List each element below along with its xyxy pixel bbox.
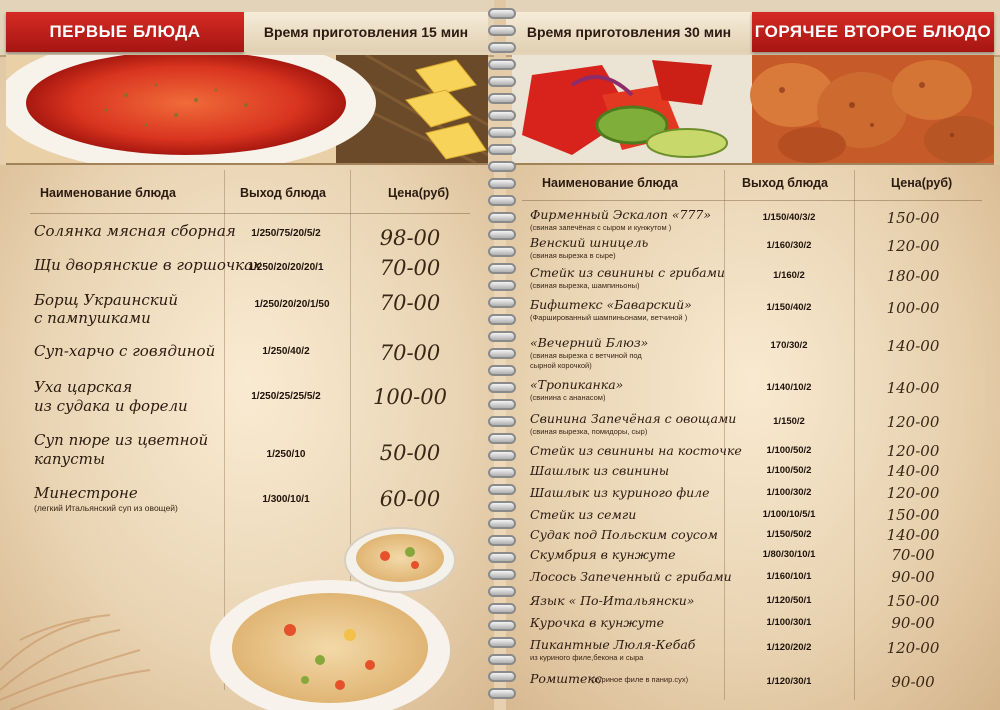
dish-yield: 1/140/10/2 <box>766 382 812 393</box>
wheat-decor <box>0 615 150 710</box>
dish-yield: 1/160/10/1 <box>766 571 812 582</box>
dish-yield: 1/100/50/2 <box>766 465 812 476</box>
dish-price: 120-00 <box>886 413 940 431</box>
spiral-binding <box>484 0 516 710</box>
dish-price: 140-00 <box>886 337 940 355</box>
dish-price: 120-00 <box>886 639 940 657</box>
spiral-ring <box>488 110 516 121</box>
spiral-ring <box>488 518 516 529</box>
dish-price: 140-00 <box>886 379 940 397</box>
dish-name-line2: капусты <box>34 450 106 468</box>
spiral-ring <box>488 654 516 665</box>
dish-name: Курочка в кунжуте <box>530 615 665 630</box>
dish-yield: 1/150/40/2 <box>766 302 812 313</box>
dish-yield: 1/160/2 <box>773 270 805 281</box>
right-time-label: Время приготовления 30 мин <box>506 12 752 52</box>
dish-yield: 1/120/50/1 <box>766 595 812 606</box>
right-section-title: ГОРЯЧЕЕ ВТОРОЕ БЛЮДО <box>752 12 994 52</box>
spiral-ring <box>488 450 516 461</box>
dish-yield: 1/120/20/2 <box>766 642 812 653</box>
dish-name: Язык « По-Итальянски» <box>530 593 695 608</box>
dish-name: Стейк из семги <box>530 507 637 522</box>
dish-description: (свиная запечёная с сыром и кунжутом ) <box>530 223 672 232</box>
dish-description: (свинина с ананасом) <box>530 393 606 402</box>
spiral-ring <box>488 144 516 155</box>
dish-name: Бифштекс «Баварский» <box>530 297 692 312</box>
dish-price: 120-00 <box>886 442 940 460</box>
left-header-divider <box>30 213 470 214</box>
spiral-ring <box>488 569 516 580</box>
dish-yield: 1/100/30/2 <box>766 487 812 498</box>
spiral-ring <box>488 382 516 393</box>
dish-price: 140-00 <box>886 462 940 480</box>
dish-name-line2: с пампушками <box>34 309 151 327</box>
spiral-ring <box>488 620 516 631</box>
spiral-ring <box>488 501 516 512</box>
dish-description: (Фаршированный шампиньонами, ветчиной ) <box>530 313 688 322</box>
spiral-ring <box>488 348 516 359</box>
dish-yield: 1/120/30/1 <box>766 676 812 687</box>
dish-description: (свиная вырезка, шампиньоны) <box>530 281 640 290</box>
dish-name: Борщ Украинский <box>34 291 179 309</box>
dish-price: 70-00 <box>891 546 935 564</box>
spiral-ring <box>488 314 516 325</box>
dish-name: Солянка мясная сборная <box>34 222 236 240</box>
spiral-ring <box>488 229 516 240</box>
left-header-out: Выход блюда <box>240 186 326 200</box>
dish-name: Свинина Запечёная с овощами <box>530 411 737 426</box>
dish-name: «Тропиканка» <box>530 377 624 392</box>
dish-description: (легкий Итальянский суп из овощей) <box>34 503 178 513</box>
dish-name: Суп пюре из цветной <box>34 431 209 449</box>
spiral-ring <box>488 8 516 19</box>
spiral-ring <box>488 280 516 291</box>
dish-price: 150-00 <box>886 506 940 524</box>
dish-name: Шашлык из свинины <box>530 463 670 478</box>
spiral-ring <box>488 467 516 478</box>
spiral-ring <box>488 127 516 138</box>
spiral-ring <box>488 637 516 648</box>
spiral-ring <box>488 93 516 104</box>
vegetables-photo <box>512 55 994 163</box>
column-divider <box>854 170 855 700</box>
dish-description-line2: сырной корочкой) <box>530 361 592 370</box>
spiral-ring <box>488 59 516 70</box>
right-page <box>506 0 1000 710</box>
dish-name: Стейк из свинины с грибами <box>530 265 725 280</box>
dish-yield: 1/100/10/5/1 <box>762 509 816 520</box>
dish-price: 50-00 <box>379 441 441 465</box>
dish-price: 70-00 <box>379 341 441 365</box>
dish-price: 100-00 <box>886 299 940 317</box>
spiral-ring <box>488 195 516 206</box>
dish-yield: 1/250/20/20/1/50 <box>254 299 330 310</box>
dish-name: Лосось Запеченный с грибами <box>530 569 732 584</box>
dish-name: Уха царская <box>34 378 133 396</box>
right-header-name: Наименование блюда <box>542 176 678 190</box>
spiral-ring <box>488 331 516 342</box>
dish-name: Щи дворянские в горшочках <box>34 256 262 274</box>
spiral-ring <box>488 297 516 308</box>
right-header-price: Цена(руб) <box>891 176 953 190</box>
dish-price: 120-00 <box>886 484 940 502</box>
dish-name: Судак под Польским соусом <box>530 527 718 542</box>
spiral-ring <box>488 688 516 699</box>
dish-price: 98-00 <box>379 226 441 250</box>
dish-yield: 1/160/30/2 <box>766 240 812 251</box>
spiral-ring <box>488 399 516 410</box>
left-section-title: ПЕРВЫЕ БЛЮДА <box>6 12 244 52</box>
left-header-price: Цена(руб) <box>388 186 450 200</box>
soup-bowl-photo <box>0 520 494 710</box>
dish-price: 100-00 <box>373 385 447 409</box>
left-header-name: Наименование блюда <box>40 186 176 200</box>
dish-price: 90-00 <box>891 673 935 691</box>
right-header-divider <box>522 200 982 201</box>
spiral-ring <box>488 416 516 427</box>
dish-yield: 1/100/30/1 <box>766 617 812 628</box>
dish-yield: 170/30/2 <box>770 340 808 351</box>
dish-name-line2: из судака и форели <box>34 397 188 415</box>
dish-name: Венский шницель <box>530 235 649 250</box>
spiral-ring <box>488 671 516 682</box>
dish-price: 70-00 <box>379 256 441 280</box>
dish-name: Суп-харчо с говядиной <box>34 342 216 360</box>
dish-price: 90-00 <box>891 614 935 632</box>
borscht-photo <box>6 55 488 163</box>
right-header-out: Выход блюда <box>742 176 828 190</box>
dish-description: (свиная вырезка в сыре) <box>530 251 616 260</box>
dish-yield: 1/150/40/3/2 <box>762 212 816 223</box>
spiral-ring <box>488 212 516 223</box>
dish-price: 150-00 <box>886 592 940 610</box>
spiral-ring <box>488 161 516 172</box>
dish-description: из куриного филе,бекона и сыра <box>530 653 644 662</box>
spiral-ring <box>488 178 516 189</box>
dish-price: 150-00 <box>886 209 940 227</box>
dish-yield: 1/250/25/25/5/2 <box>251 391 321 402</box>
dish-name: Шашлык из куриного филе <box>530 485 710 500</box>
dish-name: Скумбрия в кунжуте <box>530 547 676 562</box>
dish-yield: 1/250/40/2 <box>262 346 310 357</box>
spiral-ring <box>488 552 516 563</box>
dish-name: Ромштекс <box>530 671 602 686</box>
dish-price: 90-00 <box>891 568 935 586</box>
dish-price: 60-00 <box>379 487 441 511</box>
spiral-ring <box>488 246 516 257</box>
dish-name: Минестроне <box>34 484 138 502</box>
spiral-ring <box>488 433 516 444</box>
spiral-ring <box>488 484 516 495</box>
dish-name: Фирменный Эскалоп «777» <box>530 207 712 222</box>
right-photo-strip <box>512 55 994 165</box>
dish-description: (куриное филе в панир.сух) <box>592 675 689 684</box>
spiral-ring <box>488 603 516 614</box>
dish-yield: 1/250/10 <box>266 449 306 460</box>
dish-price: 140-00 <box>886 526 940 544</box>
dish-yield: 1/300/10/1 <box>262 494 310 505</box>
dish-name: Пикантные Люля-Кебаб <box>530 637 696 652</box>
spiral-ring <box>488 535 516 546</box>
dish-description: (свиная вырезка, помидоры, сыр) <box>530 427 648 436</box>
spiral-ring <box>488 76 516 87</box>
dish-name: «Вечерний Блюз» <box>530 335 649 350</box>
dish-price: 180-00 <box>886 267 940 285</box>
dish-yield: 1/80/30/10/1 <box>762 549 816 560</box>
left-time-label: Время приготовления 15 мин <box>244 12 488 52</box>
left-page <box>0 0 494 710</box>
column-divider <box>724 170 725 700</box>
dish-yield: 1/250/20/20/20/1 <box>248 262 324 273</box>
spiral-ring <box>488 263 516 274</box>
spiral-ring <box>488 25 516 36</box>
dish-price: 120-00 <box>886 237 940 255</box>
kebab-photo <box>750 55 994 163</box>
dish-yield: 1/100/50/2 <box>766 445 812 456</box>
dish-name: Стейк из свинины на косточке <box>530 443 742 458</box>
dish-yield: 1/250/75/20/5/2 <box>251 228 321 239</box>
dish-yield: 1/150/50/2 <box>766 529 812 540</box>
dish-yield: 1/150/2 <box>773 416 805 427</box>
spiral-ring <box>488 586 516 597</box>
spiral-ring <box>488 42 516 53</box>
dish-price: 70-00 <box>379 291 441 315</box>
spiral-ring <box>488 365 516 376</box>
dish-description: (свиная вырезка с ветчиной под <box>530 351 642 360</box>
left-photo-strip <box>6 55 488 165</box>
